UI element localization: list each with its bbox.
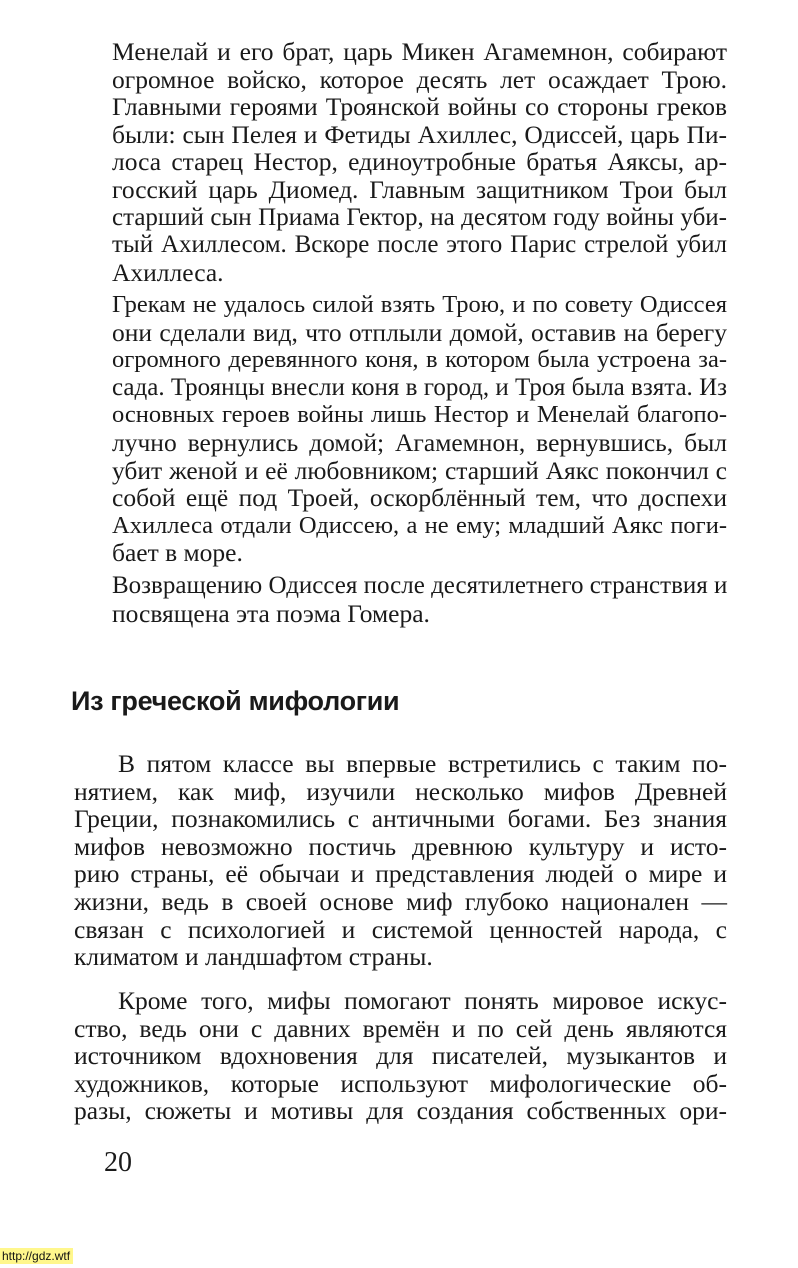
text-line: разы, сюжеты и мотивы для создания собственных ори- — [74, 1096, 727, 1126]
text-line: Грекам не удалось силой взять Трою, и по совету Одиссея — [112, 291, 727, 318]
text-line: связан с психологией и системой ценностей народа, с — [74, 914, 727, 944]
text-line: лоса старец Нестор, единоутробные братья Аяксы, ар- — [112, 147, 727, 177]
text-line: источником вдохновения для писателей, музыкантов и — [74, 1041, 727, 1071]
text-line: рию страны, её обычаи и представления людей о мире и — [74, 859, 727, 889]
text-line: нятием, как миф, изучили несколько мифов Древней — [74, 776, 727, 806]
text-line: собой ещё под Троей, оскорблённый тем, что доспехи — [112, 483, 727, 513]
text-line: посвящена эта поэма Гомера. — [112, 598, 430, 628]
paragraph-myth-intro — [74, 749, 727, 972]
text-line: старший сын Приама Гектор, на десятом году войны уби- — [112, 203, 727, 231]
text-line: сада. Троянцы внесли коня в город, и Троя была взята. Из — [112, 373, 727, 401]
text-line: жизни, ведь в своей основе миф глубоко национален — — [74, 886, 727, 916]
text-line: основных героев войны лишь Нестор и Менелай благопо- — [112, 401, 727, 429]
text-line: были: сын Пелея и Фетиды Ахиллес, Одиссей, царь Пи- — [112, 119, 727, 149]
text-line: тый Ахиллесом. Вскоре после этого Парис стрелой убил — [112, 231, 727, 259]
text-line: Возвращению Одиссея после десятилетнего странствия и — [112, 572, 728, 599]
text-line: Греции, познакомились с античными богами. Без знания — [74, 804, 727, 834]
text-line: огромное войско, которое десять лет осаждает Трою. — [112, 64, 727, 94]
page-number: 20 — [104, 1147, 132, 1178]
paragraph-odyssey-return — [112, 572, 727, 627]
text-line: Кроме того, мифы помогают понять мировое искус- — [118, 986, 727, 1015]
text-line: Ахиллеса отдали Одиссею, а не ему; младший Аякс поги- — [112, 511, 727, 539]
text-line: бает в море. — [112, 538, 243, 568]
text-line: огромного деревянного коня, в котором была устроена за- — [112, 346, 727, 374]
paragraph-trojan-war — [112, 38, 727, 286]
text-line: Главными героями Троянской войны со стороны греков — [112, 92, 727, 122]
text-line: художников, которые используют мифологические об- — [74, 1068, 727, 1098]
text-line: лучно вернулись домой; Агамемнон, вернувшись, был — [112, 427, 727, 457]
text-line: климатом и ландшафтом страны. — [74, 942, 433, 972]
text-line: ство, ведь они с давних времён и по сей день являются — [74, 1013, 727, 1043]
text-line: В пятом классе вы впервые встретились с таким по- — [118, 749, 727, 778]
text-line: убит женой и её любовником; старший Аякс покончил с — [112, 455, 727, 485]
section-heading: Из греческой мифологии — [71, 686, 400, 716]
text-line: Менелай и его брат, царь Микен Агамемнон, собирают — [112, 37, 727, 66]
paragraph-myth-art — [74, 986, 727, 1126]
paragraph-trojan-horse — [112, 291, 727, 567]
text-line: госский царь Диомед. Главным защитником Трои был — [112, 174, 727, 204]
text-line: они сделали вид, что отплыли домой, оставив на берегу — [112, 317, 727, 347]
text-line: мифов невозможно постичь древнюю культуру и исто- — [74, 831, 727, 861]
source-link[interactable]: http://gdz.wtf — [0, 1248, 73, 1264]
text-line: Ахиллеса. — [112, 257, 224, 287]
